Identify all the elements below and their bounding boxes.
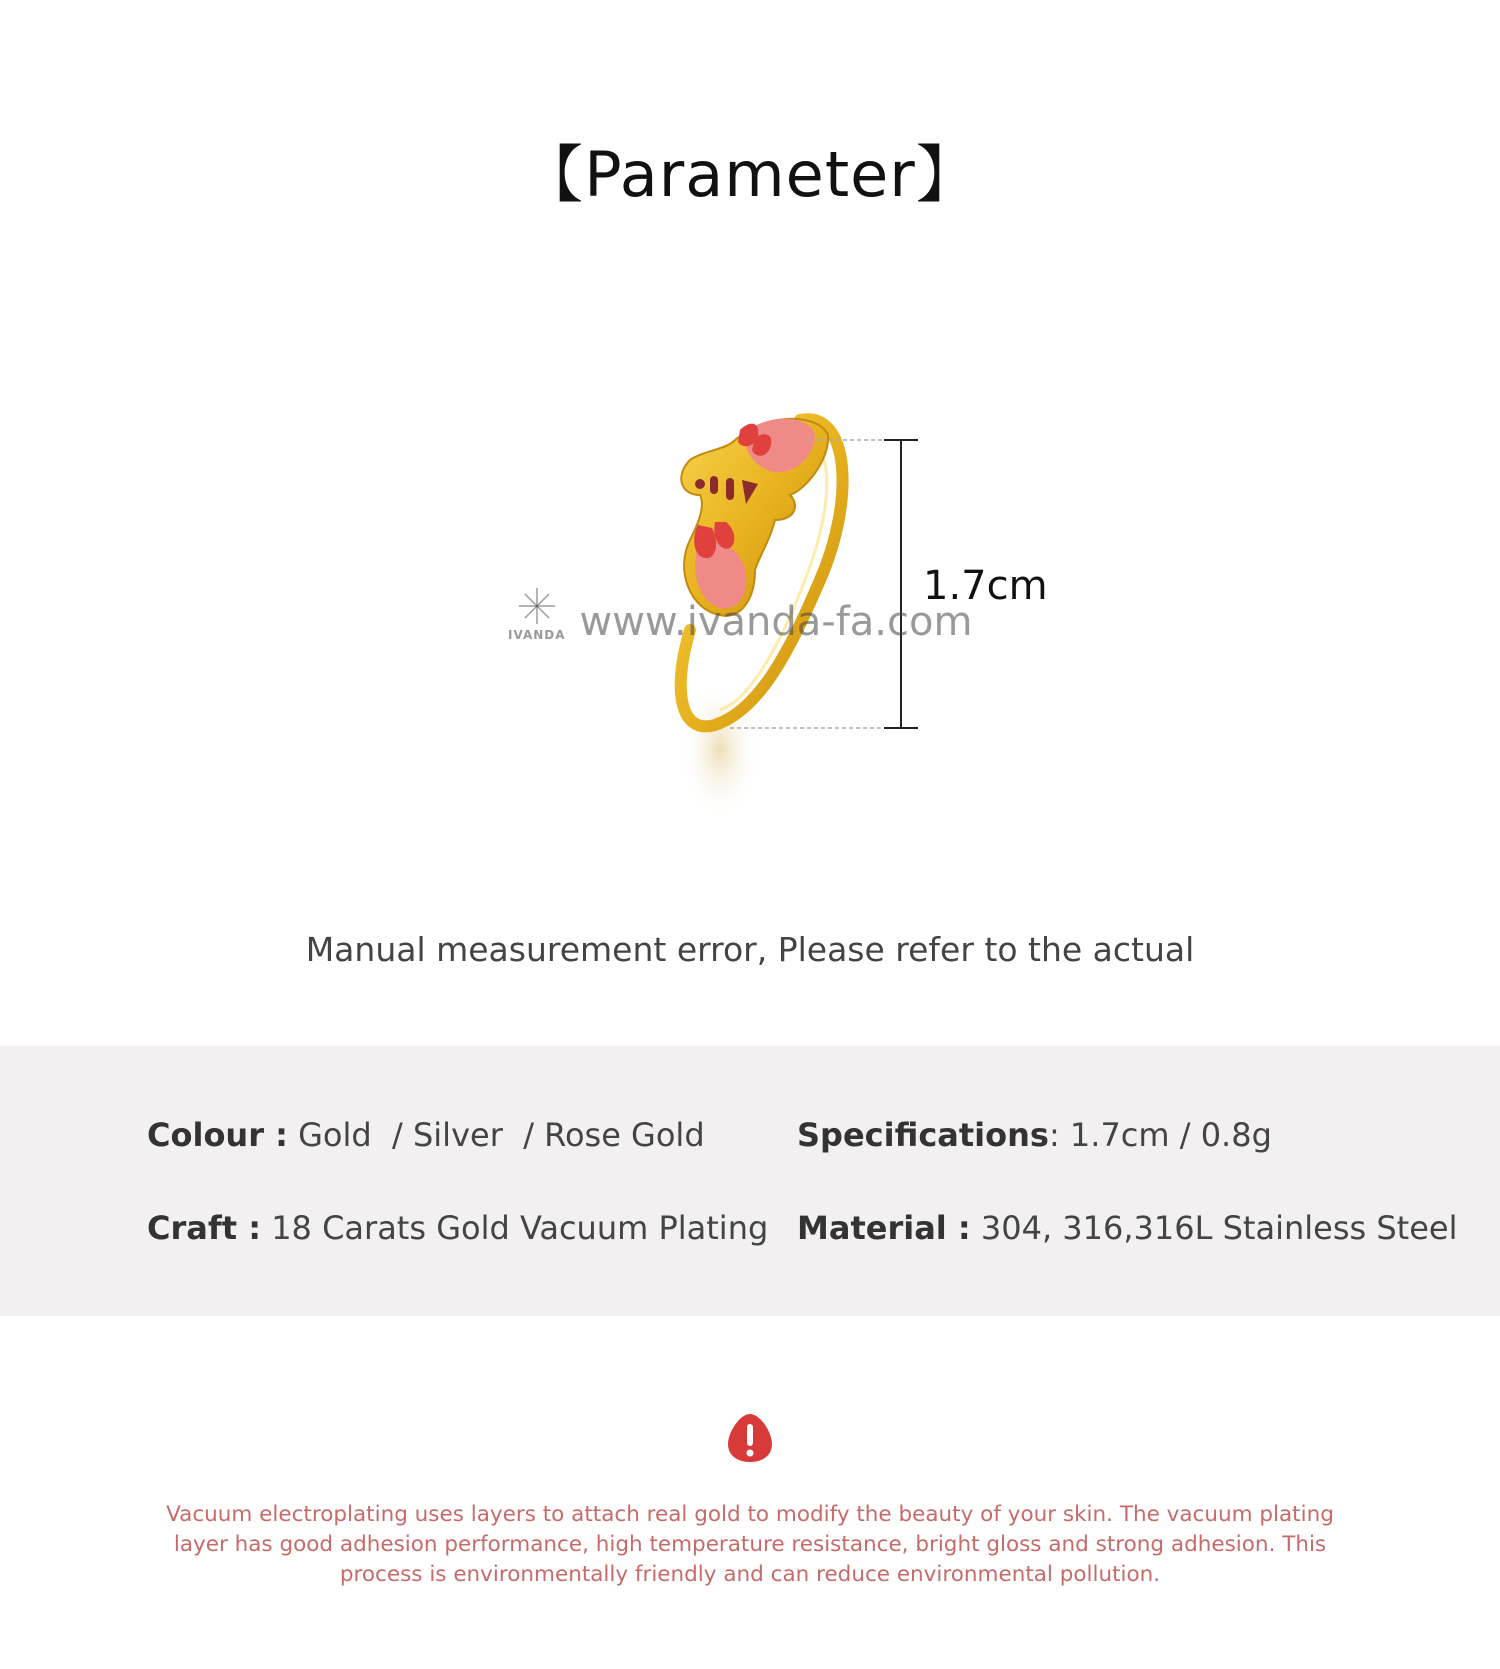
- spec-panel: [0, 1046, 1500, 1316]
- spec-material-value: 304, 316,316L Stainless Steel: [980, 1209, 1458, 1247]
- watermark-url: www.ivanda-fa.com: [579, 599, 973, 645]
- watermark-brand-text: IVANDA: [508, 628, 566, 642]
- page-title: 【Parameter】: [521, 138, 979, 211]
- spec-specifications-label: Specifications: [797, 1116, 1049, 1154]
- spec-material: [797, 1209, 1457, 1247]
- spec-colour-value: Gold / Silver / Rose Gold: [298, 1116, 705, 1154]
- watermark: [508, 586, 973, 645]
- spec-material-label: Material :: [797, 1209, 971, 1247]
- warning-text: Vacuum electroplating uses layers to attach real gold to modify the beauty of your skin. The vacuum plating layer has good adhesion performance, high temperature resistance, bright gloss and strong adhesion. This process is environmentally friendly and can reduce environmental pollution.: [166, 1502, 1334, 1587]
- dimension-label: 1.7cm: [923, 563, 1048, 609]
- star-logo-icon: [517, 586, 557, 626]
- exclamation-icon: [726, 1412, 774, 1464]
- spec-colour: [147, 1116, 705, 1154]
- measurement-note: Manual measurement error, Please refer to the actual: [305, 930, 1195, 969]
- watermark-brand: [508, 586, 566, 642]
- spec-craft: [147, 1209, 768, 1247]
- spec-craft-value: 18 Carats Gold Vacuum Plating: [271, 1209, 769, 1247]
- spec-craft-label: Craft :: [147, 1209, 262, 1247]
- spec-specifications: [797, 1116, 1272, 1154]
- product-area: [0, 380, 1500, 860]
- spec-colour-label: Colour :: [147, 1116, 288, 1154]
- spec-specifications-value: : 1.7cm / 0.8g: [1048, 1116, 1272, 1154]
